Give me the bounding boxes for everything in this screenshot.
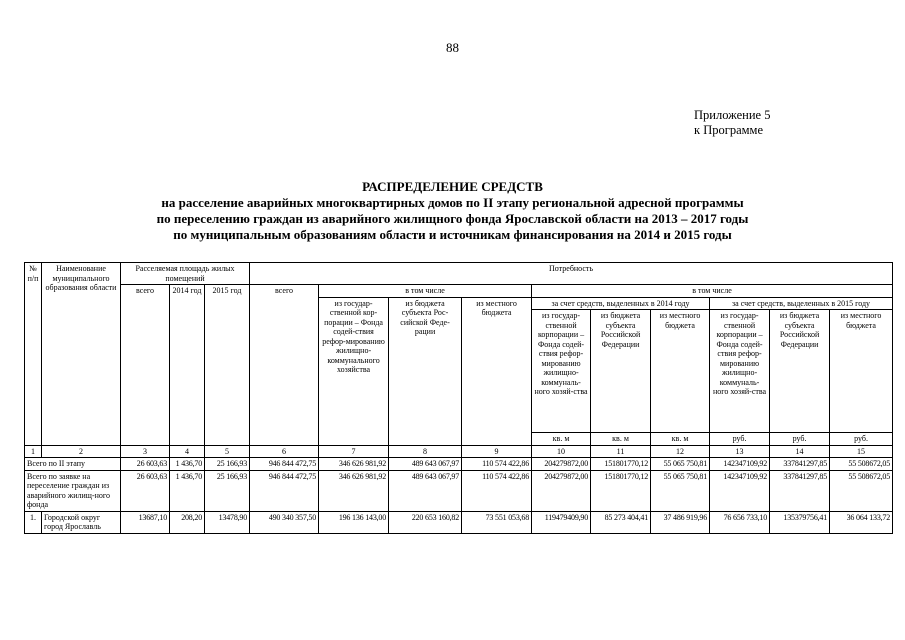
- column-number: 8: [389, 445, 462, 458]
- row-value: 85 273 404,41: [591, 511, 651, 533]
- row-value: 55 508672,05: [830, 458, 893, 471]
- row-value: 208,20: [170, 511, 205, 533]
- header-fund-corp: из государ-ственной кор-порации – Фонда содей-ствия рефор-мированию жилищно-коммунального хозяйства: [319, 297, 389, 445]
- row-value: 489 643 067,97: [389, 458, 462, 471]
- row-value: 55 065 750,81: [651, 458, 710, 471]
- header-subject-2015: из бюджета субъекта Российской Федерации: [770, 310, 830, 433]
- row-value: 489 643 067,97: [389, 470, 462, 511]
- title-line-1: РАСПРЕДЕЛЕНИЕ СРЕДСТВ: [362, 179, 543, 194]
- column-number: 11: [591, 445, 651, 458]
- header-area: Расселяемая площадь жилых помещений: [121, 263, 250, 285]
- appendix-note: [694, 108, 770, 138]
- header-fund-subject: из бюджета субъекта Рос-сийской Феде-рации: [389, 297, 462, 445]
- row-value: 346 626 981,92: [319, 470, 389, 511]
- unit-cell: руб.: [770, 433, 830, 446]
- row-value: 151801770,12: [591, 470, 651, 511]
- row-value: 135379756,41: [770, 511, 830, 533]
- column-number: 13: [710, 445, 770, 458]
- row-name: Всего по II этапу: [25, 458, 121, 471]
- row-name: Всего по заявке на переселение граждан из аварийного жилищ-ного фонда: [25, 470, 121, 511]
- title-line-2: на расселение аварийных многоквартирных домов по II этапу региональной адресной программы: [161, 195, 744, 210]
- unit-cell: руб.: [830, 433, 893, 446]
- row-value: 73 551 053,68: [462, 511, 532, 533]
- row-value: 204279872,00: [532, 458, 591, 471]
- row-value: 337841297,85: [770, 470, 830, 511]
- header-num: № п/п: [25, 263, 42, 446]
- header-sources-2015: за счет средств, выделенных в 2015 году: [710, 297, 893, 310]
- row-value: 220 653 160,82: [389, 511, 462, 533]
- unit-cell: руб.: [710, 433, 770, 446]
- row-value: 76 656 733,10: [710, 511, 770, 533]
- column-number: 10: [532, 445, 591, 458]
- header-corp-2015: из государ-ственной корпорации – Фонда содей-ствия рефор-мированию жилищно-коммуналь-ного хозяй-ства: [710, 310, 770, 433]
- column-number: 4: [170, 445, 205, 458]
- row-num: 1.: [25, 511, 42, 533]
- row-name: Городской округ город Ярославль: [42, 511, 121, 533]
- row-value: 946 844 472,75: [250, 470, 319, 511]
- column-number-row: [25, 445, 893, 458]
- header-need-total: всего: [250, 285, 319, 446]
- column-number: 5: [205, 445, 250, 458]
- row-value: 36 064 133,72: [830, 511, 893, 533]
- column-number: 1: [25, 445, 42, 458]
- row-value: 110 574 422,86: [462, 470, 532, 511]
- header-local-2015: из местного бюджета: [830, 310, 893, 433]
- row-value: 142347109,92: [710, 458, 770, 471]
- row-value: 1 436,70: [170, 458, 205, 471]
- title-line-4: по муниципальным образованиям области и источникам финансирования на 2014 и 2015 годы: [173, 227, 732, 242]
- row-value: 13687,10: [121, 511, 170, 533]
- title-line-3: по переселению граждан из аварийного жилищного фонда Ярославской области на 2013 – 2017 годы: [156, 211, 749, 226]
- row-value: 490 340 357,50: [250, 511, 319, 533]
- column-number: 6: [250, 445, 319, 458]
- page-number: 88: [446, 40, 459, 55]
- header-including: в том числе: [319, 285, 532, 298]
- row-value: 55 065 750,81: [651, 470, 710, 511]
- appendix-line-1: Приложение 5: [694, 108, 771, 122]
- header-subject-2014: из бюджета субъекта Российской Федерации: [591, 310, 651, 433]
- column-number: 2: [42, 445, 121, 458]
- header-fund-local: из местного бюджета: [462, 297, 532, 445]
- header-name: Наименование муниципального образования области: [42, 263, 121, 446]
- row-value: 119479409,90: [532, 511, 591, 533]
- column-number: 14: [770, 445, 830, 458]
- row-value: 946 844 472,75: [250, 458, 319, 471]
- column-number: 7: [319, 445, 389, 458]
- row-value: 13478,90: [205, 511, 250, 533]
- row-value: 110 574 422,86: [462, 458, 532, 471]
- row-value: 346 626 981,92: [319, 458, 389, 471]
- header-including-2: в том числе: [532, 285, 893, 298]
- funding-table: [24, 262, 893, 534]
- row-value: 151801770,12: [591, 458, 651, 471]
- row-value: 204279872,00: [532, 470, 591, 511]
- row-value: 1 436,70: [170, 470, 205, 511]
- column-number: 15: [830, 445, 893, 458]
- row-value: 337841297,85: [770, 458, 830, 471]
- row-value: 26 603,63: [121, 458, 170, 471]
- row-value: 142347109,92: [710, 470, 770, 511]
- header-need: Потребность: [250, 263, 893, 285]
- row-value: 25 166,93: [205, 458, 250, 471]
- header-2015: 2015 год: [205, 285, 250, 446]
- header-corp-2014: из государ-ственной корпорации – Фонда содей-ствия рефор-мированию жилищно-коммуналь-ного хозяй-ства: [532, 310, 591, 433]
- header-sources-2014: за счет средств, выделенных в 2014 году: [532, 297, 710, 310]
- column-number: 3: [121, 445, 170, 458]
- header-local-2014: из местного бюджета: [651, 310, 710, 433]
- appendix-line-2: к Программе: [694, 123, 764, 137]
- row-value: 55 508672,05: [830, 470, 893, 511]
- row-value: 37 486 919,96: [651, 511, 710, 533]
- column-number: 12: [651, 445, 710, 458]
- unit-cell: кв. м: [651, 433, 710, 446]
- unit-cell: кв. м: [591, 433, 651, 446]
- unit-cell: кв. м: [532, 433, 591, 446]
- document-title: [0, 179, 905, 243]
- row-value: 26 603,63: [121, 470, 170, 511]
- table-row: [25, 470, 893, 511]
- table-row: [25, 511, 893, 533]
- column-number: 9: [462, 445, 532, 458]
- row-value: 196 136 143,00: [319, 511, 389, 533]
- header-2014: 2014 год: [170, 285, 205, 446]
- header-area-total: всего: [121, 285, 170, 446]
- table-row: [25, 458, 893, 471]
- row-value: 25 166,93: [205, 470, 250, 511]
